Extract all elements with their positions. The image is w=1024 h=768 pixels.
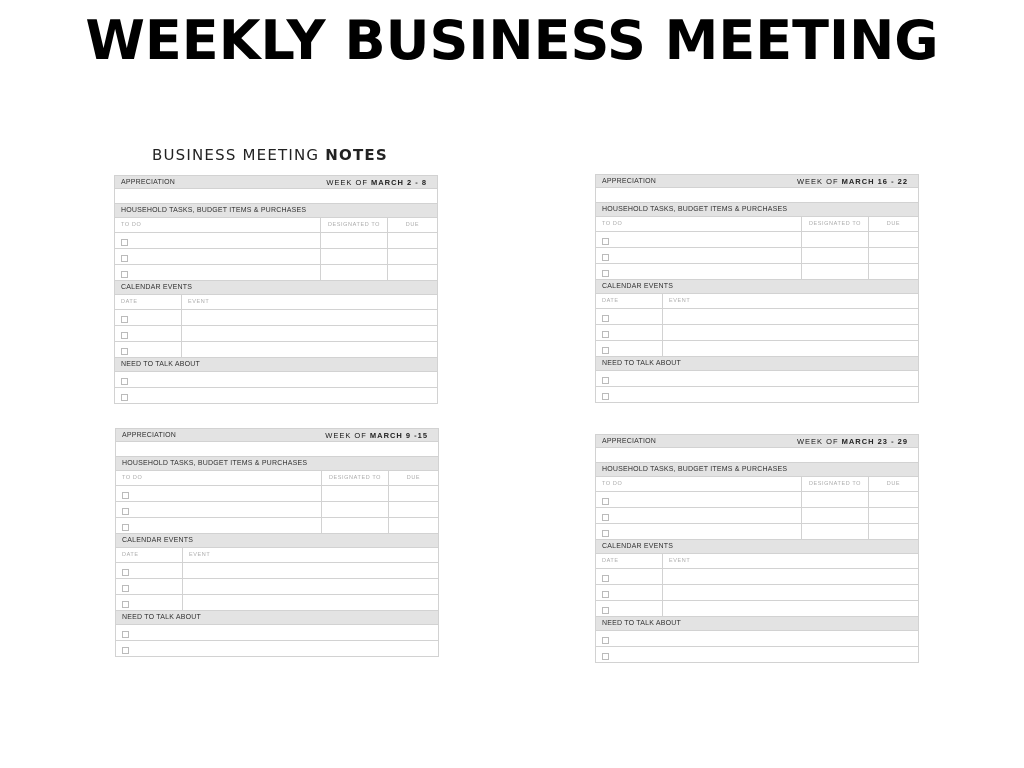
checkbox[interactable] — [121, 378, 128, 385]
designated-cell[interactable] — [321, 518, 388, 533]
talk-label: NEED TO TALK ABOUT — [122, 614, 201, 621]
week-label — [326, 176, 427, 189]
designated-column-label: DESIGNATED TO — [320, 218, 387, 232]
week-of-label: WEEK OF — [796, 177, 842, 186]
talk-label: NEED TO TALK ABOUT — [602, 620, 681, 627]
calendar-row — [115, 563, 439, 579]
talk-row — [115, 625, 439, 641]
todo-row — [595, 524, 919, 540]
designated-cell[interactable] — [321, 486, 388, 501]
todo-row — [595, 248, 919, 264]
week-of-label: WEEK OF — [325, 431, 370, 440]
tasks-header — [595, 203, 919, 217]
appreciation-field[interactable] — [115, 442, 439, 457]
checkbox[interactable] — [122, 631, 129, 638]
notes-heading-bold: NOTES — [325, 146, 388, 164]
talk-label: NEED TO TALK ABOUT — [121, 361, 200, 368]
checkbox[interactable] — [602, 331, 609, 338]
todo-column-label: TO DO — [122, 475, 143, 481]
talk-row — [595, 371, 919, 387]
checkbox[interactable] — [602, 575, 609, 582]
event-column-label: EVENT — [182, 548, 438, 562]
page-title: WEEKLY BUSINESS MEETING — [85, 9, 939, 72]
calendar-row — [595, 569, 919, 585]
calendar-column-header — [595, 294, 919, 309]
week-range: MARCH 23 - 29 — [841, 437, 908, 446]
due-column-label: DUE — [868, 477, 918, 491]
designated-cell[interactable] — [320, 249, 387, 264]
todo-row — [114, 233, 438, 249]
calendar-row — [114, 326, 438, 342]
designated-cell[interactable] — [801, 232, 868, 247]
week-range: MARCH 16 - 22 — [841, 177, 908, 186]
todo-row — [595, 232, 919, 248]
tasks-header — [115, 457, 439, 471]
due-cell[interactable] — [387, 233, 437, 248]
event-column-label: EVENT — [662, 294, 918, 308]
todo-row — [595, 492, 919, 508]
appreciation-label: APPRECIATION — [602, 178, 657, 185]
designated-cell[interactable] — [801, 524, 868, 539]
todo-column-label: TO DO — [602, 481, 623, 487]
designated-cell[interactable] — [321, 502, 388, 517]
appreciation-label: APPRECIATION — [121, 179, 176, 186]
checkbox[interactable] — [602, 393, 609, 400]
todo-column-header — [114, 218, 438, 233]
appreciation-label: APPRECIATION — [122, 432, 177, 439]
due-cell[interactable] — [868, 248, 918, 263]
calendar-header — [595, 280, 919, 294]
todo-row — [114, 265, 438, 281]
talk-label: NEED TO TALK ABOUT — [602, 360, 681, 367]
checkbox[interactable] — [122, 601, 129, 608]
checkbox[interactable] — [121, 271, 128, 278]
todo-row — [115, 518, 439, 534]
week-range: MARCH 2 - 8 — [370, 178, 427, 187]
checkbox[interactable] — [602, 498, 609, 505]
checkbox[interactable] — [121, 348, 128, 355]
todo-column-label: TO DO — [602, 221, 623, 227]
checkbox[interactable] — [602, 377, 609, 384]
calendar-column-header — [115, 548, 439, 563]
tasks-label: HOUSEHOLD TASKS, BUDGET ITEMS & PURCHASES — [121, 207, 307, 214]
checkbox[interactable] — [122, 585, 129, 592]
calendar-row — [595, 601, 919, 617]
todo-row — [595, 264, 919, 280]
calendar-label: CALENDAR EVENTS — [121, 284, 193, 291]
meeting-notes-card — [115, 428, 439, 657]
event-cell[interactable] — [662, 325, 918, 340]
talk-row — [595, 647, 919, 663]
checkbox[interactable] — [122, 508, 129, 515]
meeting-notes-card — [595, 174, 919, 403]
week-of-label: WEEK OF — [326, 178, 371, 187]
event-column-label: EVENT — [181, 295, 437, 309]
checkbox[interactable] — [602, 238, 609, 245]
due-cell[interactable] — [388, 518, 438, 533]
due-cell[interactable] — [868, 508, 918, 523]
week-label — [325, 429, 428, 442]
appreciation-header — [115, 428, 439, 442]
checkbox[interactable] — [122, 492, 129, 499]
event-cell[interactable] — [181, 310, 437, 325]
appreciation-label: APPRECIATION — [602, 438, 657, 445]
designated-cell[interactable] — [801, 248, 868, 263]
event-cell[interactable] — [182, 563, 438, 578]
todo-row — [595, 508, 919, 524]
appreciation-field[interactable] — [595, 448, 919, 463]
todo-row — [115, 502, 439, 518]
talk-row — [595, 387, 919, 403]
talk-header — [595, 617, 919, 631]
todo-column-header — [115, 471, 439, 486]
due-cell[interactable] — [868, 264, 918, 279]
calendar-row — [114, 342, 438, 358]
due-column-label: DUE — [387, 218, 437, 232]
notes-heading-normal: BUSINESS MEETING — [152, 146, 326, 164]
checkbox[interactable] — [122, 569, 129, 576]
designated-column-label: DESIGNATED TO — [801, 477, 868, 491]
due-column-label: DUE — [868, 217, 918, 231]
calendar-label: CALENDAR EVENTS — [602, 543, 674, 550]
calendar-row — [595, 309, 919, 325]
checkbox[interactable] — [602, 591, 609, 598]
event-cell[interactable] — [662, 309, 918, 324]
checkbox[interactable] — [602, 514, 609, 521]
todo-row — [115, 486, 439, 502]
calendar-label: CALENDAR EVENTS — [602, 283, 674, 290]
date-column-label: DATE — [602, 298, 619, 304]
due-cell[interactable] — [388, 502, 438, 517]
checkbox[interactable] — [122, 647, 129, 654]
event-cell[interactable] — [181, 342, 437, 357]
date-column-label: DATE — [602, 558, 619, 564]
calendar-row — [595, 341, 919, 357]
designated-cell[interactable] — [801, 492, 868, 507]
talk-header — [595, 357, 919, 371]
designated-cell[interactable] — [320, 233, 387, 248]
due-cell[interactable] — [868, 232, 918, 247]
checkbox[interactable] — [121, 239, 128, 246]
talk-header — [114, 358, 438, 372]
calendar-header — [115, 534, 439, 548]
appreciation-header — [595, 434, 919, 448]
event-cell[interactable] — [181, 326, 437, 341]
appreciation-header — [114, 175, 438, 189]
event-cell[interactable] — [662, 569, 918, 584]
due-cell[interactable] — [387, 249, 437, 264]
checkbox[interactable] — [121, 255, 128, 262]
todo-row — [114, 249, 438, 265]
due-cell[interactable] — [868, 524, 918, 539]
due-cell[interactable] — [868, 492, 918, 507]
tasks-label: HOUSEHOLD TASKS, BUDGET ITEMS & PURCHASES — [602, 206, 788, 213]
checkbox[interactable] — [121, 316, 128, 323]
calendar-row — [595, 325, 919, 341]
week-of-label: WEEK OF — [796, 437, 842, 446]
tasks-label: HOUSEHOLD TASKS, BUDGET ITEMS & PURCHASES — [122, 460, 308, 467]
designated-cell[interactable] — [320, 265, 387, 280]
talk-header — [115, 611, 439, 625]
calendar-column-header — [595, 554, 919, 569]
notes-heading — [152, 146, 388, 164]
calendar-row — [115, 579, 439, 595]
checkbox[interactable] — [602, 530, 609, 537]
tasks-header — [595, 463, 919, 477]
checkbox[interactable] — [122, 524, 129, 531]
designated-cell[interactable] — [801, 508, 868, 523]
talk-row — [595, 631, 919, 647]
calendar-header — [114, 281, 438, 295]
calendar-row — [114, 310, 438, 326]
week-label — [797, 435, 908, 448]
checkbox[interactable] — [121, 332, 128, 339]
calendar-header — [595, 540, 919, 554]
calendar-row — [595, 585, 919, 601]
event-cell[interactable] — [662, 585, 918, 600]
todo-column-label: TO DO — [121, 222, 142, 228]
week-label — [797, 175, 908, 188]
due-column-label: DUE — [388, 471, 438, 485]
due-cell[interactable] — [387, 265, 437, 280]
date-column-label: DATE — [121, 299, 138, 305]
todo-column-header — [595, 217, 919, 232]
talk-row — [115, 641, 439, 657]
checkbox[interactable] — [602, 315, 609, 322]
date-column-label: DATE — [122, 552, 139, 558]
appreciation-header — [595, 174, 919, 188]
appreciation-field[interactable] — [114, 189, 438, 204]
calendar-label: CALENDAR EVENTS — [122, 537, 194, 544]
designated-column-label: DESIGNATED TO — [321, 471, 388, 485]
checkbox[interactable] — [602, 637, 609, 644]
designated-cell[interactable] — [801, 264, 868, 279]
meeting-notes-card — [114, 175, 438, 404]
checkbox[interactable] — [602, 607, 609, 614]
meeting-notes-card — [595, 434, 919, 663]
appreciation-field[interactable] — [595, 188, 919, 203]
talk-row — [114, 372, 438, 388]
checkbox[interactable] — [602, 653, 609, 660]
todo-column-header — [595, 477, 919, 492]
event-cell[interactable] — [662, 341, 918, 356]
due-cell[interactable] — [388, 486, 438, 501]
tasks-header — [114, 204, 438, 218]
week-range: MARCH 9 -15 — [369, 431, 428, 440]
tasks-label: HOUSEHOLD TASKS, BUDGET ITEMS & PURCHASES — [602, 466, 788, 473]
talk-row — [114, 388, 438, 404]
designated-column-label: DESIGNATED TO — [801, 217, 868, 231]
checkbox[interactable] — [602, 347, 609, 354]
calendar-column-header — [114, 295, 438, 310]
checkbox[interactable] — [121, 394, 128, 401]
event-cell[interactable] — [662, 601, 918, 616]
event-column-label: EVENT — [662, 554, 918, 568]
checkbox[interactable] — [602, 254, 609, 261]
event-cell[interactable] — [182, 595, 438, 610]
checkbox[interactable] — [602, 270, 609, 277]
calendar-row — [115, 595, 439, 611]
event-cell[interactable] — [182, 579, 438, 594]
